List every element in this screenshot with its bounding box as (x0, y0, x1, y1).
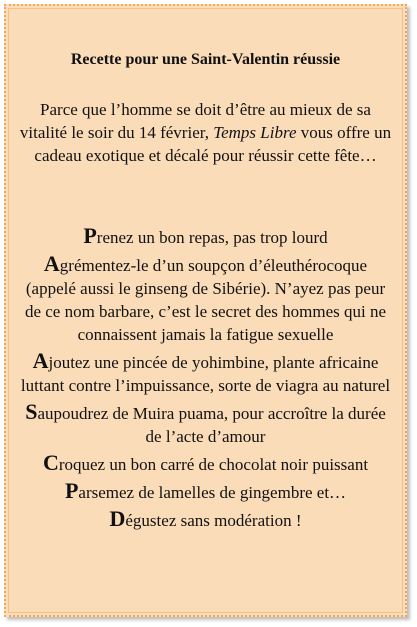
step-initial: P (64, 478, 79, 503)
recipe-step (18, 224, 393, 249)
step-initial: C (42, 450, 59, 475)
step-text: joutez une pincée de yohimbine, plante africaine luttant contre l’impuissance, sorte de viagra au naturel (20, 353, 391, 395)
recipe-step (18, 451, 393, 476)
step-text: grémentez-le d’un soupçon d’éleuthérocoque (appelé aussi le ginseng de Sibérie). N’ayez pas peur de ce nom barbare, c’est le secret des hommes qui ne connaissent jamais la fatigue sexuelle (24, 256, 387, 344)
step-initial: D (109, 506, 126, 531)
intro-paragraph (18, 98, 393, 167)
recipe-title: Recette pour une Saint-Valentin réussie (70, 51, 341, 68)
intro-text-before: Parce que l’homme se doit d’être au mieux de sa vitalité le soir du 14 février, (19, 100, 371, 142)
recipe-step (18, 349, 393, 397)
recipe-steps (18, 224, 393, 535)
recipe-step (18, 507, 393, 532)
step-initial: P (83, 223, 97, 248)
step-text: roquez un bon carré de chocolat noir puissant (58, 455, 369, 474)
step-text: égustez sans modération ! (125, 511, 302, 530)
step-initial: A (43, 251, 60, 276)
step-initial: A (32, 348, 49, 373)
recipe-card (4, 4, 407, 617)
step-text: aupoudrez de Muira puama, pour accroître la durée de l’acte d’amour (37, 404, 386, 446)
magazine-name: Temps Libre (213, 123, 297, 142)
recipe-step (18, 479, 393, 504)
intro-text-after: vous offre un cadeau exotique et décalé pour réussir cette fête… (34, 123, 392, 165)
recipe-step (18, 400, 393, 448)
step-text: arsemez de lamelles de gingembre et… (78, 483, 347, 502)
step-text: renez un bon repas, pas trop lourd (96, 228, 328, 247)
recipe-step (18, 252, 393, 346)
step-initial: S (25, 399, 38, 424)
